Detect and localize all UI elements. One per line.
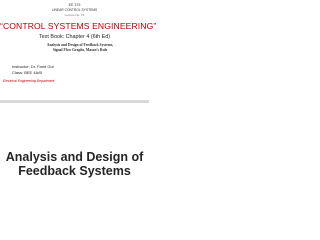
class-info: Class: BEE 4A/B [12, 70, 43, 75]
topics-line-1: Analysis and Design of Feedback Systems, [46, 43, 114, 47]
instructor-name: Instructor: Dr. Farid Gul [12, 64, 54, 69]
course-code: EE 379 [68, 3, 81, 7]
book-title: “CONTROL SYSTEMS ENGINEERING” [0, 21, 157, 31]
department-name: Electrical Engineering Department [3, 79, 55, 83]
title-slide [0, 0, 157, 101]
textbook-reference: Text Book: Chapter 4 (6th Ed) [38, 34, 110, 40]
course-name: LINEAR CONTROL SYSTEMS [51, 8, 98, 12]
section-title [0, 150, 149, 178]
lecture-number: Lecture No. 15 [64, 13, 85, 17]
section-slide [0, 103, 149, 198]
topics-line-2: Signal Flow Graphs, Mason's Rule [52, 47, 108, 52]
section-title-line-1: Analysis and Design of [5, 150, 144, 164]
lecture-topics [38, 43, 122, 52]
section-title-line-2: Feedback Systems [18, 164, 131, 178]
